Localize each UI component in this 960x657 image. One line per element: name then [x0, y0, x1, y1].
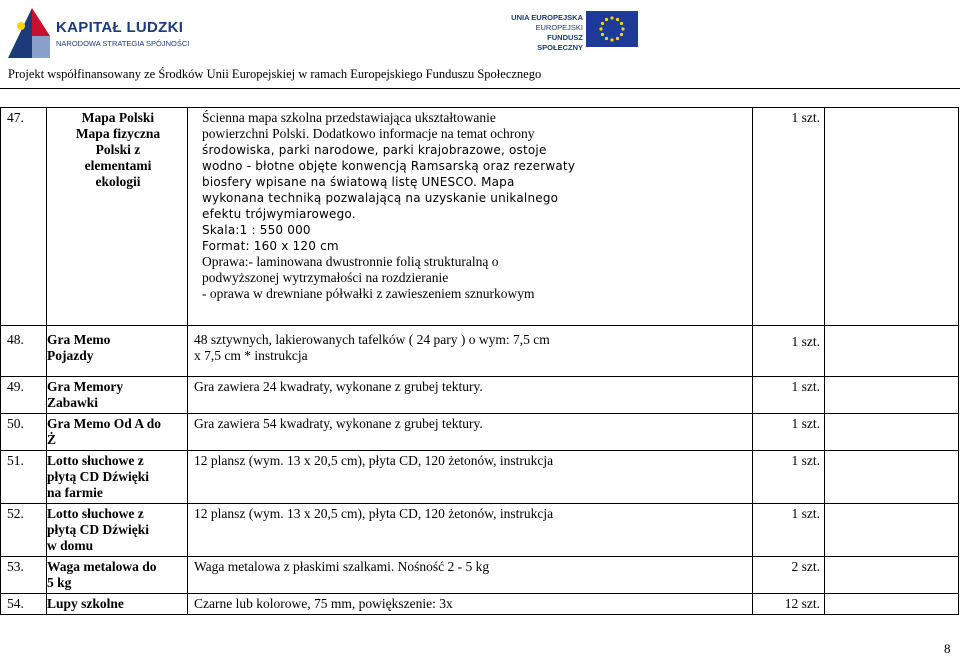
item-name [47, 451, 188, 504]
empty-cell [825, 377, 959, 414]
description-line: podwyższonej wytrzymałości na rozdzieranie [202, 270, 449, 285]
item-quantity: 1 szt. [753, 504, 825, 557]
item-name [47, 326, 188, 377]
empty-cell [825, 414, 959, 451]
item-description: 12 plansz (wym. 13 x 20,5 cm), płyta CD, 120 żetonów, instrukcja [188, 504, 753, 557]
item-name [47, 557, 188, 594]
item-name-line: płytą CD Dźwięki [47, 522, 149, 537]
item-name-line: elementami [84, 158, 152, 173]
page-header [0, 0, 960, 95]
item-description: 12 plansz (wym. 13 x 20,5 cm), płyta CD, 120 żetonów, instrukcja [188, 451, 753, 504]
item-name-line: Gra Memory [47, 379, 124, 394]
eu-flag-icon [586, 11, 638, 47]
eu-star-icon [601, 22, 604, 25]
eu-star-icon [610, 16, 613, 19]
kapital-ludzki-logo [8, 8, 190, 58]
item-name-line: Mapa fizyczna [75, 126, 161, 141]
item-name-line: Mapa Polski [81, 110, 155, 125]
item-name [47, 377, 188, 414]
description-line: x 7,5 cm * instrukcja [194, 348, 308, 363]
empty-cell [825, 504, 959, 557]
eu-logo-text [508, 13, 583, 53]
table-row [1, 594, 959, 615]
eu-star-icon [601, 33, 604, 36]
eu-logo [500, 10, 645, 50]
item-name-line: Pojazdy [47, 348, 94, 363]
header-divider [0, 88, 960, 89]
table-row [1, 326, 959, 377]
item-name-line: Gra Memo Od A do [47, 416, 161, 431]
table-row [1, 377, 959, 414]
item-number: 49. [1, 377, 47, 414]
table-row [1, 451, 959, 504]
empty-cell [825, 326, 959, 377]
description-line: środowiska, parki narodowe, parki krajobrazowe, ostoje [202, 143, 547, 157]
description-line: - oprawa w drewniane półwałki z zawieszeniem sznurkowym [202, 286, 535, 301]
item-name-line: w domu [47, 538, 94, 553]
project-cofinancing-line: Projekt współfinansowany ze Środków Unii Europejskiej w ramach Europejskiego Funduszu Społecznego [8, 67, 542, 81]
eu-logo-line-2: EUROPEJSKI [535, 23, 583, 32]
item-quantity: 1 szt. [753, 414, 825, 451]
page-number: 8 [944, 641, 951, 656]
item-name-line: Lotto słuchowe z [47, 453, 144, 468]
eu-star-icon [616, 37, 619, 40]
item-name-line: Gra Memo [47, 332, 111, 347]
item-quantity: 1 szt. [753, 326, 825, 377]
item-description: Gra zawiera 24 kwadraty, wykonane z grubej tektury. [188, 377, 753, 414]
item-name-line: na farmie [47, 485, 103, 500]
item-number: 54. [1, 594, 47, 615]
table-row [1, 414, 959, 451]
item-quantity: 1 szt. [753, 108, 825, 326]
item-number: 53. [1, 557, 47, 594]
item-number: 51. [1, 451, 47, 504]
eu-star-icon [620, 22, 623, 25]
item-number: 47. [1, 108, 47, 326]
description-line: efektu trójwymiarowego. [202, 207, 356, 221]
empty-cell [825, 108, 959, 326]
item-name-line: ekologii [95, 174, 141, 189]
item-name [47, 504, 188, 557]
item-name-line: 5 kg [47, 575, 72, 590]
empty-cell [825, 451, 959, 504]
item-description: Czarne lub kolorowe, 75 mm, powiększenie: 3x [188, 594, 753, 615]
kapital-ludzki-subtitle: NARODOWA STRATEGIA SPÓJNOŚCI [56, 39, 190, 48]
item-description: Gra zawiera 54 kwadraty, wykonane z grubej tektury. [188, 414, 753, 451]
table-row [1, 504, 959, 557]
table-row [1, 557, 959, 594]
item-number: 48. [1, 326, 47, 377]
item-number: 50. [1, 414, 47, 451]
table-row [1, 108, 959, 326]
item-name [47, 108, 188, 326]
item-description: Waga metalowa z płaskimi szalkami. Nośność 2 - 5 kg [188, 557, 753, 594]
item-name-line: Ż [47, 432, 57, 447]
item-name-line: Lupy szkolne [47, 596, 124, 611]
eu-star-icon [610, 38, 613, 41]
eu-star-icon [621, 27, 624, 30]
description-line: wodno - błotne objęte konwencją Ramsarską oraz rezerwaty [202, 159, 576, 173]
item-description [188, 108, 753, 326]
eu-logo-line-1: UNIA EUROPEJSKA [511, 13, 583, 22]
item-name-line: Waga metalowa do [47, 559, 157, 574]
description-line: Format: 160 x 120 cm [202, 239, 339, 253]
description-line: powierzchni Polski. Dodatkowo informacje na temat ochrony [202, 126, 535, 141]
description-line: biosfery wpisane na światową listę UNESCO. Mapa [202, 175, 515, 189]
empty-cell [825, 594, 959, 615]
item-quantity: 12 szt. [753, 594, 825, 615]
eu-logo-line-3: FUNDUSZ SPOŁECZNY [537, 33, 583, 52]
items-table [0, 107, 959, 615]
item-description [188, 326, 753, 377]
description-line: Oprawa:- laminowana dwustronnie folią strukturalną o [202, 254, 499, 269]
empty-cell [825, 557, 959, 594]
item-quantity: 2 szt. [753, 557, 825, 594]
description-line: Skala:1 : 550 000 [202, 223, 311, 237]
item-name [47, 594, 188, 615]
item-quantity: 1 szt. [753, 451, 825, 504]
item-number: 52. [1, 504, 47, 557]
description-line: wykonana techniką pozwalającą na uzyskanie unikalnego [202, 191, 559, 205]
item-name-line: Zabawki [47, 395, 99, 410]
item-name [47, 414, 188, 451]
item-quantity: 1 szt. [753, 377, 825, 414]
description-line: Ścienna mapa szkolna przedstawiająca ukształtowanie [202, 110, 496, 125]
eu-star-icon [620, 33, 623, 36]
eu-star-icon [605, 37, 608, 40]
eu-star-icon [605, 18, 608, 21]
kapital-ludzki-title: KAPITAŁ LUDZKI [56, 19, 184, 36]
item-name-line: płytą CD Dźwięki [47, 469, 149, 484]
eu-star-icon [599, 27, 602, 30]
item-name-line: Lotto słuchowe z [47, 506, 144, 521]
description-line: 48 sztywnych, lakierowanych tafelków ( 24 pary ) o wym: 7,5 cm [194, 332, 550, 347]
eu-star-icon [616, 18, 619, 21]
item-name-line: Polski z [95, 142, 141, 157]
kapital-ludzki-emblem-icon [8, 8, 50, 58]
